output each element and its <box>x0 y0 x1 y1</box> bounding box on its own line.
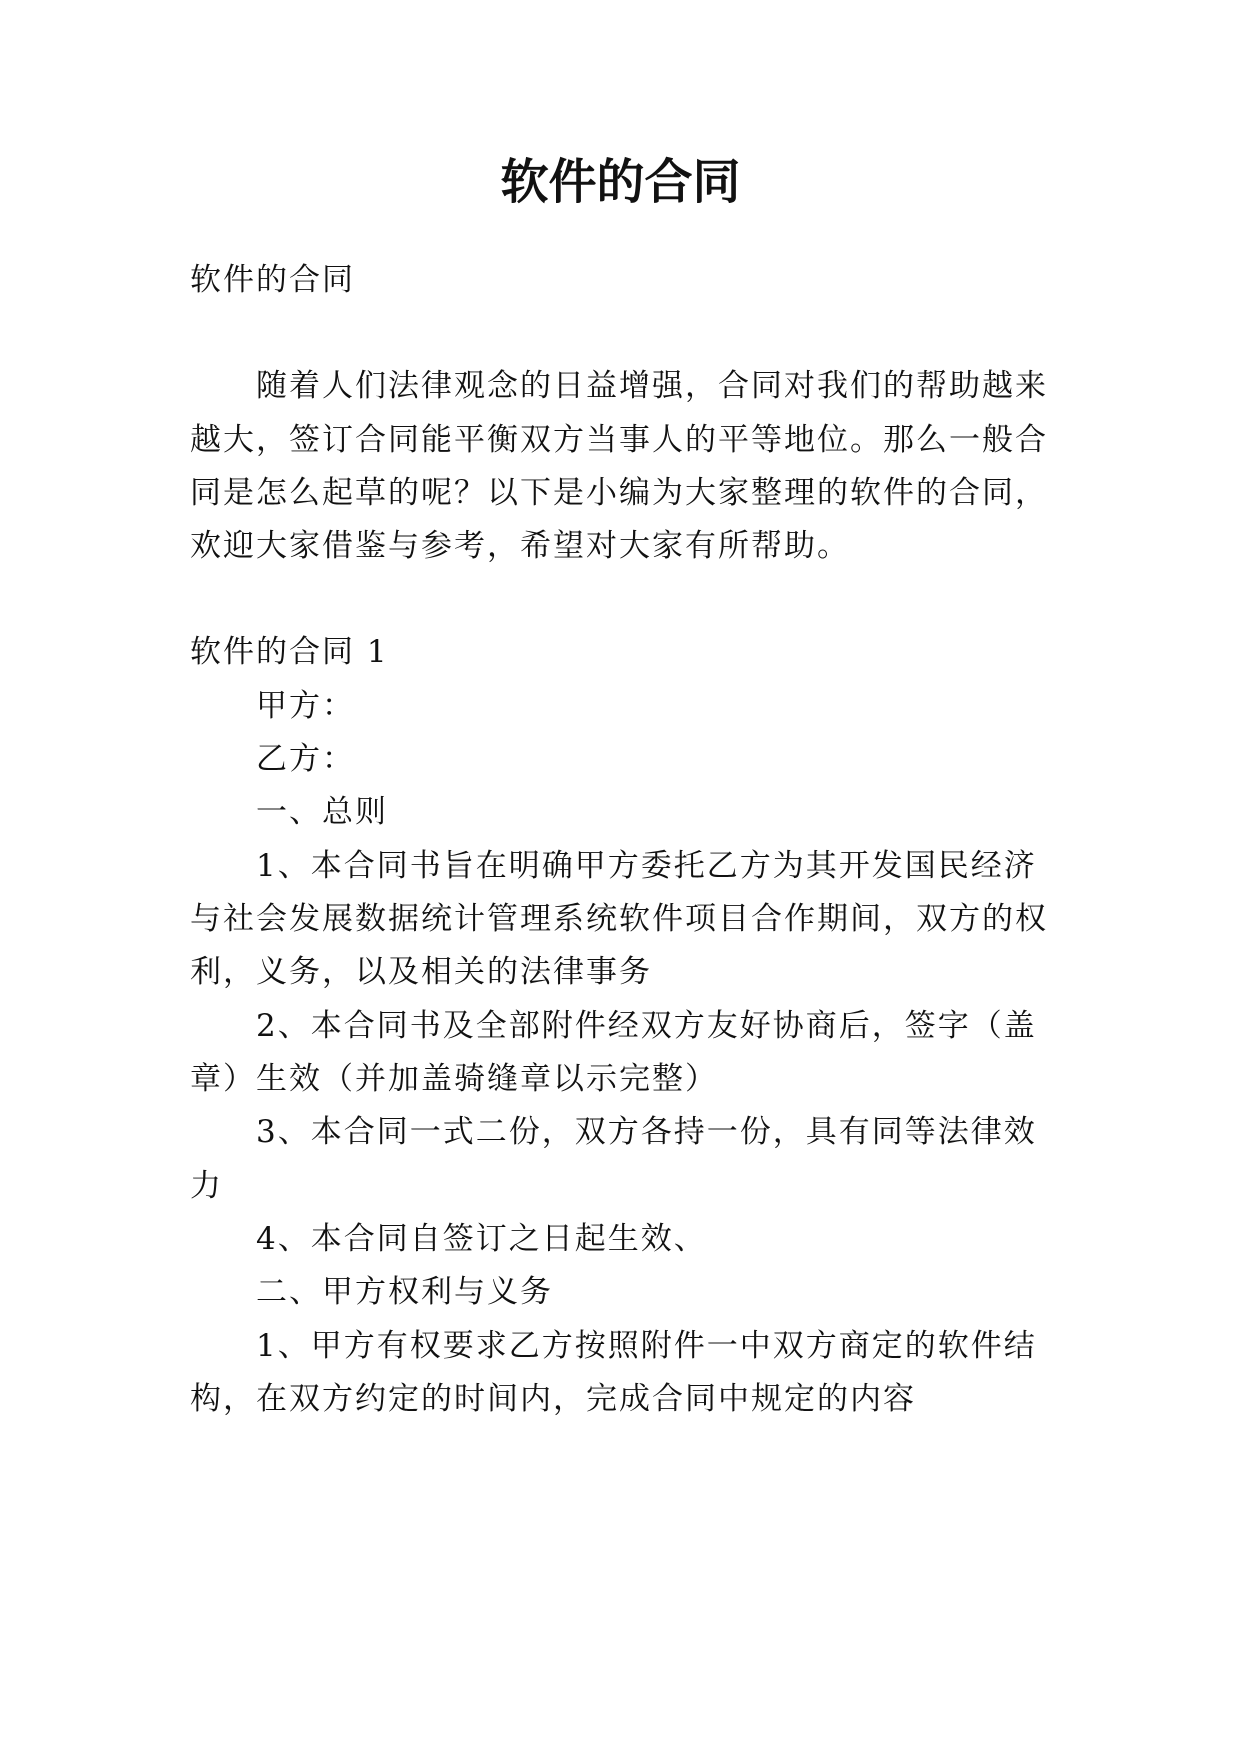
document-title: 软件的合同 <box>500 154 741 210</box>
clause-2-line-2: 章）生效（并加盖骑缝章以示完整） <box>190 1061 718 1097</box>
clause-4: 4、本合同自签订之日起生效、 <box>256 1221 707 1257</box>
document-subtitle: 软件的合同 <box>190 262 355 298</box>
clause-party-a-rights-heading: 二、甲方权利与义务 <box>256 1274 553 1310</box>
party-b-label: 乙方： <box>256 741 355 777</box>
intro-line-1: 随着人们法律观念的日益增强，合同对我们的帮助越来 <box>256 368 1048 404</box>
section-heading: 软件的合同 1 <box>190 634 389 670</box>
intro-line-3: 同是怎么起草的呢？以下是小编为大家整理的软件的合同， <box>190 475 1048 511</box>
party-a-label: 甲方： <box>256 688 355 724</box>
intro-line-2: 越大，签订合同能平衡双方当事人的平等地位。那么一般合 <box>190 422 1048 458</box>
clause-3-line-2: 力 <box>190 1168 223 1204</box>
clause-2-line-1: 2、本合同书及全部附件经双方友好协商后，签字（盖 <box>256 1008 1037 1044</box>
clause-1-line-3: 利，义务，以及相关的法律事务 <box>190 954 652 990</box>
clause-3-line-1: 3、本合同一式二份，双方各持一份，具有同等法律效 <box>256 1114 1037 1150</box>
clause-general-heading: 一、总则 <box>256 794 388 830</box>
clause-1-line-2: 与社会发展数据统计管理系统软件项目合作期间，双方的权 <box>190 901 1048 937</box>
intro-line-4: 欢迎大家借鉴与参考，希望对大家有所帮助。 <box>190 528 850 564</box>
clause-a1-line-2: 构，在双方约定的时间内，完成合同中规定的内容 <box>190 1381 916 1417</box>
clause-1-line-1: 1、本合同书旨在明确甲方委托乙方为其开发国民经济 <box>256 848 1037 884</box>
clause-a1-line-1: 1、甲方有权要求乙方按照附件一中双方商定的软件结 <box>256 1328 1037 1364</box>
